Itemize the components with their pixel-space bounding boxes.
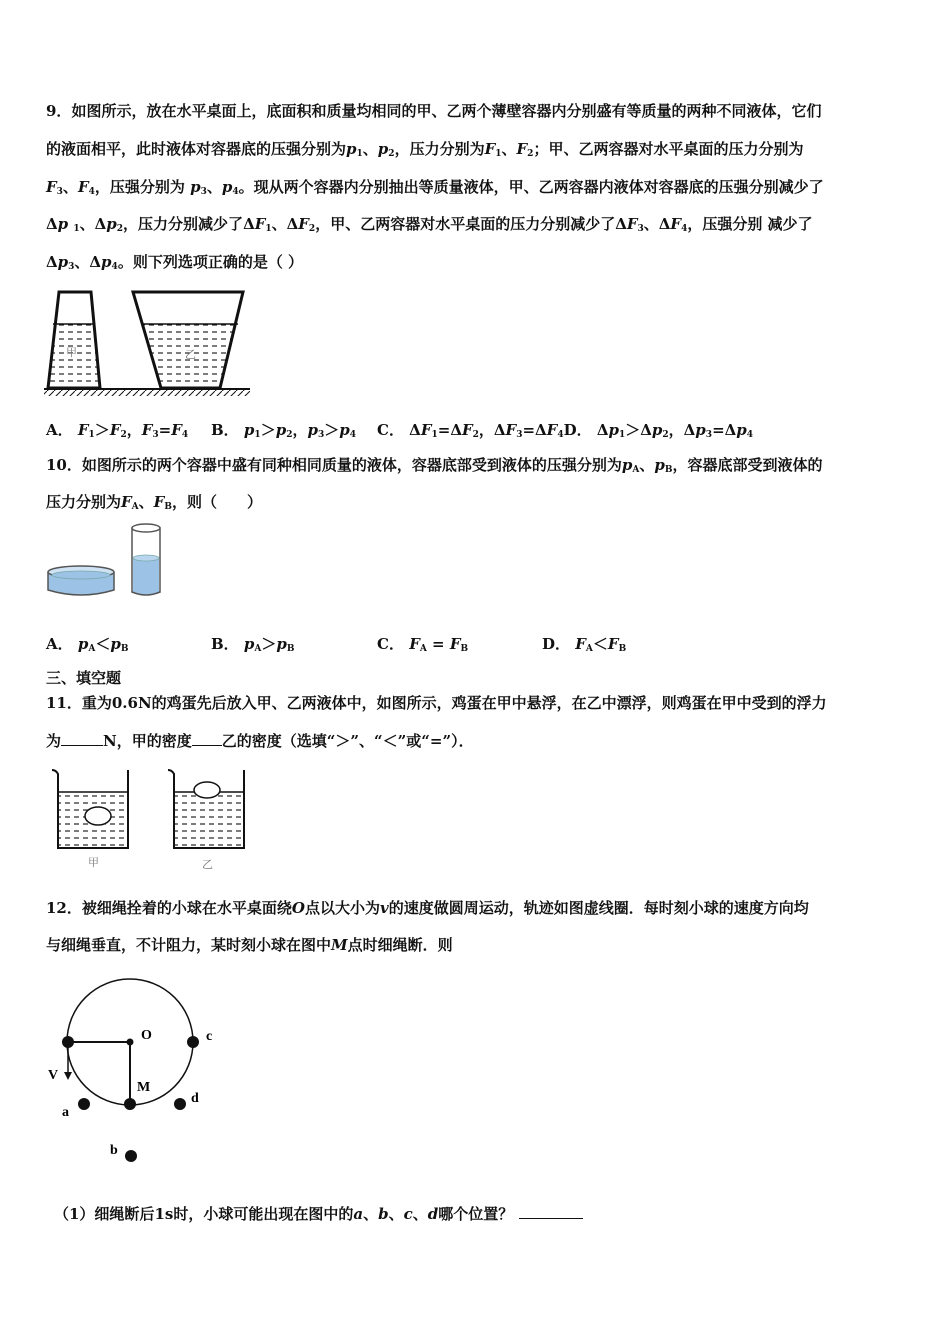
- q11-figure: [46, 764, 246, 874]
- q12-point-O: [127, 1039, 134, 1046]
- q12-label-d: d: [191, 1091, 199, 1106]
- q11-line-2: 为 N，甲的密度 乙的密度（选填“＞”、“＜”或“=”）．: [46, 732, 474, 750]
- q11-line-1: 11．重为0.6N的鸡蛋先后放入甲、乙两液体中，如图所示，鸡蛋在甲中悬浮，在乙中漂浮，则鸡蛋在甲中受到的浮力: [46, 694, 827, 712]
- q9-line-3: $F_3$、$F_4$，压强分别为 $p_3$、$p_4$。现从两个容器内分别抽出等质量液体，甲、乙两容器内液体对容器底的压强分别减少了: [46, 178, 824, 197]
- section-title: 三、填空题: [46, 669, 122, 687]
- q10-option-d[interactable]: D． $F_A<F_B$: [542, 635, 627, 654]
- q12-label-O: O: [141, 1028, 152, 1043]
- q12-line-2: 与细绳垂直，不计阻力，某时刻小球在图中M点时细绳断．则: [46, 936, 453, 954]
- q11-blank-buoyancy[interactable]: [61, 731, 103, 746]
- q12-label-M: M: [137, 1080, 151, 1095]
- q12-ball-a: [78, 1098, 90, 1110]
- q10-option-a[interactable]: A． $p_A<p_B$: [46, 635, 129, 654]
- q11-beaker-yi: [168, 770, 244, 848]
- q10-container-b: [132, 524, 160, 595]
- q9-option-a[interactable]: A． $F_1>F_2$，$F_3=F_4$: [46, 421, 189, 440]
- q12-ball-b: [125, 1150, 137, 1162]
- q9-option-c-d[interactable]: C． $\Delta F_1=\Delta F_2$，$\Delta F_3=\Delta F_4D$． $\Delta p_1>\Delta p_2$，$\Delta p_3=\Delta p_4$: [377, 421, 754, 440]
- q9-line-4: Δp $_1$、$\Delta p_2$，压力分别减少了$\Delta F_1$、$\Delta F_2$，甲、乙两容器对水平桌面的压力分别减少了$\Delta F_3$、$\Delta F_4$，压强分别 减少了: [46, 215, 813, 234]
- q11-label-yi: 乙: [202, 858, 213, 871]
- q12-blank-position[interactable]: [519, 1204, 583, 1219]
- q11-egg-jia: [85, 807, 111, 825]
- q11-beaker-jia: [52, 770, 128, 848]
- q9-line-2: 的液面相平，此时液体对容器底的压强分别为$p_1$、$p_2$，压力分别为$F_1$、$F_2$；甲、乙两容器对水平桌面的压力分别为: [46, 140, 804, 159]
- q12-subquestion-1: （1）细绳断后1s时，小球可能出现在图中的a、b、c、d哪个位置？: [54, 1204, 583, 1224]
- q9-figure: [40, 286, 255, 396]
- q10-option-c[interactable]: C． $F_A = F_B$: [377, 635, 469, 654]
- q9-table-hatch: [44, 389, 250, 396]
- q10-line-2: 压力分别为$F_A$、$F_B$，则（ ）: [46, 493, 262, 512]
- q9-line-5: $\Delta p_3$、$\Delta p_4$。则下列选项正确的是（ ）: [46, 253, 304, 272]
- q11-blank-density[interactable]: [192, 731, 222, 746]
- q12-ball-d: [174, 1098, 186, 1110]
- q12-label-c: c: [206, 1029, 213, 1044]
- q11-label-jia: 甲: [88, 856, 99, 869]
- q9-label-jia: 甲: [66, 346, 77, 359]
- q12-figure: [40, 974, 230, 1170]
- q9-label-yi: 乙: [185, 348, 196, 361]
- q12-ball-left: [62, 1036, 74, 1048]
- q10-line-1: 10．如图所示的两个容器中盛有同种相同质量的液体，容器底部受到液体的压强分别为$p_A$、$p_B$，容器底部受到液体的: [46, 456, 823, 475]
- q10-figure: [44, 522, 169, 602]
- q12-label-V: V: [48, 1068, 59, 1083]
- q12-label-b: b: [110, 1143, 118, 1158]
- q12-ball-c: [187, 1036, 199, 1048]
- q12-ball-M: [124, 1098, 136, 1110]
- q9-line-1: 9．如图所示，放在水平桌面上，底面积和质量均相同的甲、乙两个薄壁容器内分别盛有等质量的两种不同液体，它们: [46, 102, 822, 120]
- q10-container-a: [48, 566, 114, 595]
- q10-option-b[interactable]: B． $p_A>p_B$: [211, 635, 295, 654]
- q12-label-a: a: [62, 1105, 69, 1120]
- q12-line-1: 12．被细绳拴着的小球在水平桌面绕O点以大小为v的速度做圆周运动，轨迹如图虚线圈．每时刻小球的速度方向均: [46, 899, 809, 917]
- q9-option-b[interactable]: B． $p_1>p_2$，$p_3>p_4$: [211, 421, 357, 440]
- q11-egg-yi: [194, 782, 220, 798]
